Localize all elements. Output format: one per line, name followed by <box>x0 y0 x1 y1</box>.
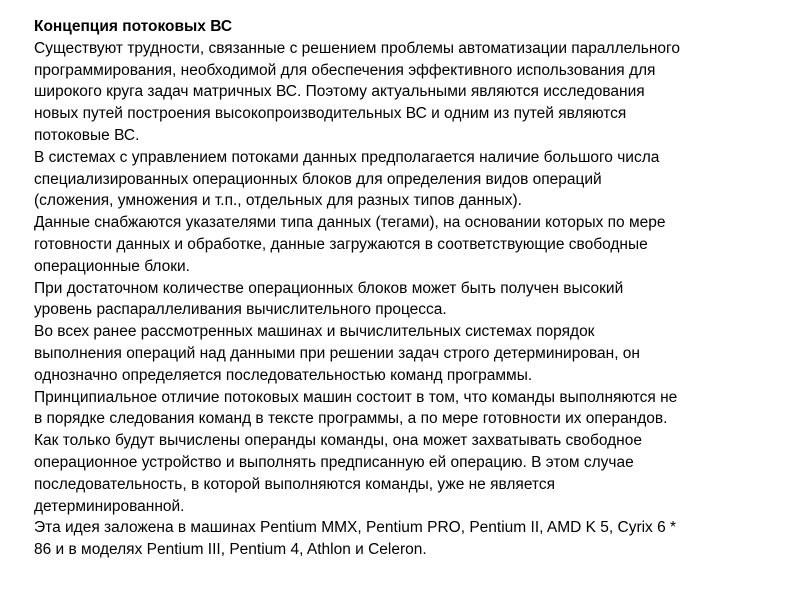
paragraph-5: Во всех ранее рассмотренных машинах и вычислительных системах порядок выполнения операций над данными при решении задач строго детерминирован, он однозначно определяется последовательностью команд программы. <box>34 323 640 384</box>
paragraph-1: Существуют трудности, связанные с решением проблемы автоматизации параллельного программирования, необходимой для обеспечения эффективного использования для широкого круга задач матричных ВС. Поэтому актуальными являются исследования новых путей построения высокопроизводительных ВС и одним из путей являются потоковые ВС. <box>34 39 680 144</box>
paragraph-3: Данные снабжаются указателями типа данных (тегами), на основании которых по мере готовности данных и обработке, данные загружаются в соответствующие свободные операционные блоки. <box>34 214 666 275</box>
paragraph-2: В системах с управлением потоками данных предполагается наличие большого числа специализированных операционных блоков для определения видов операций (сложения, умножения и т.п., отдельных для разных типов данных). <box>34 148 660 210</box>
slide-title: Концепция потоковых ВС <box>34 18 233 35</box>
paragraph-7: Как только будут вычислены операнды команды, она может захватывать свободное операционное устройство и выполнять предписанную ей операцию. В этом случае последовательность, в которой выполняются команды, уже не является детерминированной. <box>34 432 642 515</box>
slide-content <box>34 16 782 561</box>
paragraph-8: Эта идея заложена в машинах Pentium MMX, Pentium PRO, Pentium II, AMD K 5, Cyrix 6 * 86 и в моделях Pentium III, Pentium 4, Athlon и Celeron. <box>34 519 677 559</box>
paragraph-4: При достаточном количестве операционных блоков может быть получен высокий уровень распараллеливания вычислительного процесса. <box>34 279 624 319</box>
paragraph-6: Принципиальное отличие потоковых машин состоит в том, что команды выполняются не в порядке следования команд в тексте программы, а по мере готовности их операндов. <box>34 388 678 428</box>
